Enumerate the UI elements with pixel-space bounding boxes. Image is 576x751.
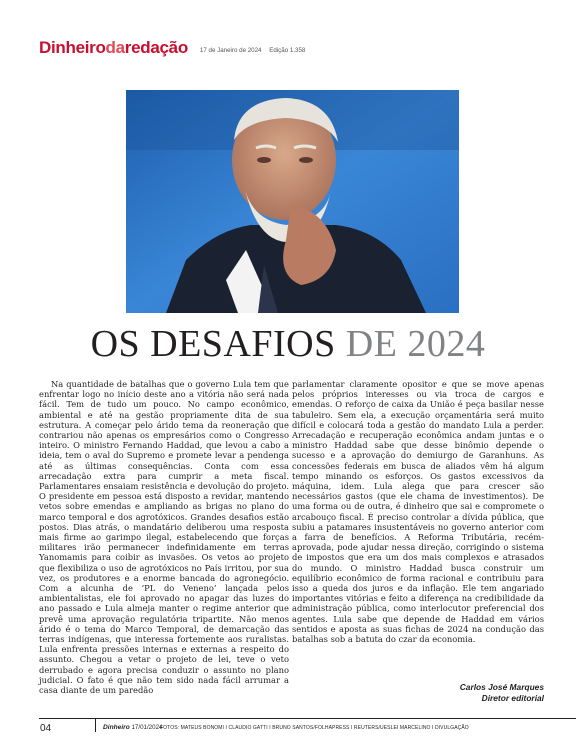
headline-part2: DE 2024 <box>345 323 486 365</box>
signature <box>340 682 544 704</box>
issue-info <box>200 47 305 54</box>
article-column-right: parlamentar claramente opositor e que se move apenas pelos próprios interesses ou via troca de cargos e emendas. O reforço de caixa da União é peça basilar nesse tabuleiro. Sem ela, a execução orçamentária será muito difícil e colocará toda a gestão do mandato Lula a perder. Arrecadação e recuperação econômica andam juntas e o ministro Haddad sabe que desse binômio depende o sucesso e a aprovação do demiurgo de Garanhuns. As concessões federais em busca de aliados vêm há algum tempo minando os esforços. Os gastos excessivos da máquina, idem. Lula alega que para crescer são necessários gastos (que ele chama de investimentos). De uma forma ou de outra, é dinheiro que sai e compromete o arcabouço fiscal. É preciso controlar a dívida pública, que subiu a patamares insustentáveis no governo anterior com a farra de benefícios. A Reforma Tributária, recém-aprovada, pode ajudar nessa direção, corrigindo o sistema de impostos que era um dos mais complexos e atrasados do mundo. O ministro Haddad busca construir um equilíbrio econômico de forma racional e contribuiu para isso a queda dos juros e da inflação. Ele tem angariado importantes vitórias e feito a diferença na credibilidade da administração pública, como interlocutor preferencial dos agentes. Lula sabe que depende de Haddad em vários sentidos e aposta as suas fichas de 2024 na condução das batalhas sob a batuta do czar da economia. <box>292 379 544 645</box>
footer-magazine-name: Dinheiro <box>103 724 130 731</box>
brand-logo <box>39 39 188 56</box>
footer-rule <box>39 718 576 719</box>
footer-magazine <box>103 724 162 731</box>
portrait-illustration <box>126 90 459 313</box>
brand-part-redacao: redação <box>124 38 188 57</box>
issue-edition: Edição 1.358 <box>269 47 306 54</box>
masthead <box>39 34 305 56</box>
issue-date: 17 de Janeiro de 2024 <box>199 47 262 54</box>
headline-part1: OS DESAFIOS <box>90 323 336 365</box>
brand-part-dinheiro: Dinheiro <box>39 38 106 57</box>
author-role: Diretor editorial <box>481 693 544 703</box>
page-number: 04 <box>40 723 52 734</box>
page-footer <box>0 718 576 738</box>
photo-credits: FOTOS: MATEUS BONOMI I CLAUDIO GATTI I BRUNO SANTOS/FOLHAPRESS I REUTERS/UESLEI MARCELINO I DIVULGAÇÃO <box>160 724 469 731</box>
lead-photo <box>126 90 459 313</box>
brand-part-da: da <box>105 38 125 57</box>
headline <box>0 322 576 366</box>
footer-date: 17/01/2024 <box>131 724 163 731</box>
article-column-left: Na quantidade de batalhas que o governo Lula tem que enfrentar logo no início deste ano a vitória não será nada fácil. Tem de tudo um pouco. No campo econômico, ambiental e até na gestão propriamente dita de sua estrutura. A começar pelo árido tema da reoneração que contrariou não apenas os empresários como o Congresso inteiro. O ministro Fernando Haddad, que levou a cabo a ideia, tem o aval do Supremo e promete levar a pendenga até as últimas consequências. Conta com essa arrecadação extra para cumprir a meta fiscal. Parlamentares ensaiam resistência e devolução do projeto. O presidente em pessoa está disposto a revidar, mantendo vetos sobre emendas e ampliando as brigas no plano do marco temporal e dos agrotóxicos. Grandes desafios estão postos. Dias atrás, o mandatário deliberou uma resposta mais firme ao garimpo ilegal, estabelecendo que forças militares irão permanecer indefinidamente em terras Yanomamis para coibir as invasões. Os vetos ao projeto que flexibiliza o uso de agrotóxicos no País irritou, por sua vez, os produtores e a enorme bancada do agronegócio. Com a alcunha de ‘PL do Veneno’ lançada pelos ambientalistas, ele foi aprovado no apagar das luzes do ano passado e Lula almeja manter o regime anterior que prevê uma aprovação regulatória tripartite. Não menos árido é o tema do Marco Temporal, de demarcação das terras indígenas, que interessa fortemente aos ruralistas. Lula enfrenta pressões internas e externas a respeito do assunto. Chegou a vetar o projeto de lei, teve o veto derrubado e agora precisa conduzir o assunto no plano judicial. O fato é que não tem sido nada fácil arrumar a casa diante de um paredão <box>39 379 289 696</box>
author-name: Carlos José Marques <box>459 682 544 692</box>
